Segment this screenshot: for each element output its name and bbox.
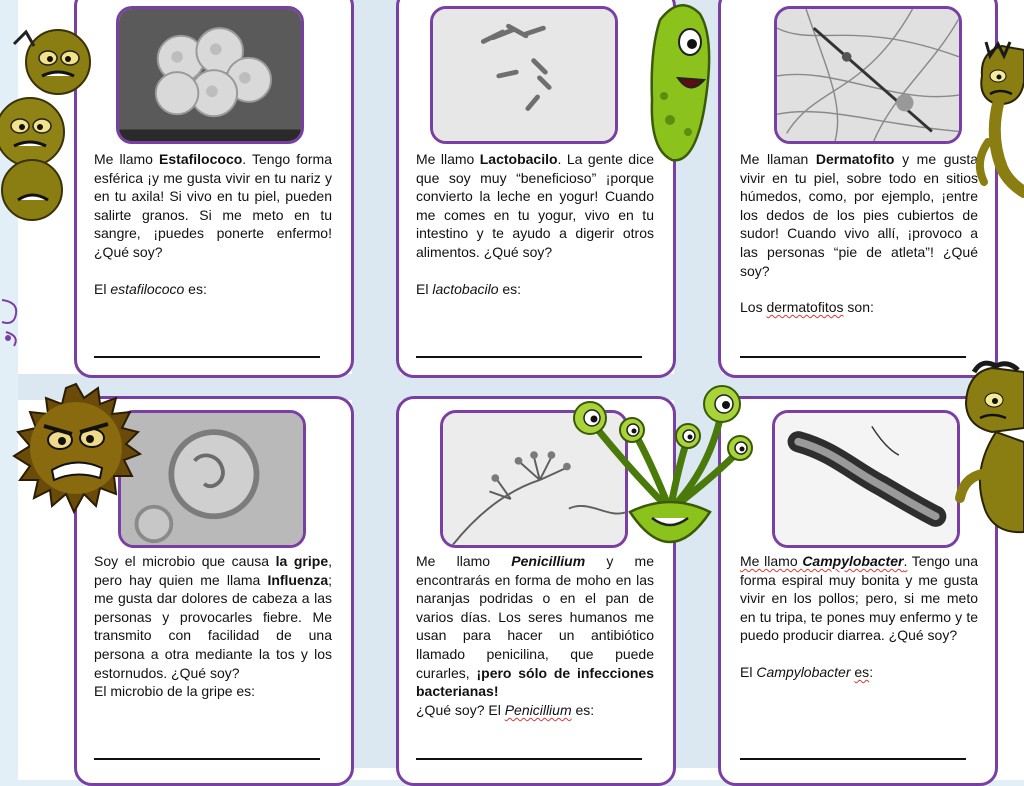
green-multi-eye-fungus-icon <box>570 380 760 550</box>
card-body: Me llaman Dermatofito y me gusta vivir en tu piel, sobre todo en sitios húmedos, como, por ejemplo, ¡entre los dedos de los pies cubiertos de sudor! Cuando vivo allí, ¡provoco a las personas “pie de atleta”! ¿Qué soy? <box>740 151 978 279</box>
card-body: Me llamo Penicillium y me encontrarás en forma de moho en las naranjas podridas o en el pan de varios días. Los seres humanos me usan para hacer un antibiótico llamado penicilina, que puede curarles, ¡pero sólo de infecciones bacterianas! <box>416 553 654 700</box>
answer-line-gripe[interactable] <box>94 758 320 760</box>
card-answer-label: Los dermatofitos son: <box>740 299 874 316</box>
angry-olive-virus-icon <box>0 14 92 224</box>
green-bacillus-mascot-icon <box>642 0 718 170</box>
card-body: Soy el microbio que causa la gripe, pero hay quien me llama Influenza; me gusta dar dolores de cabeza a las personas y provocarles fiebre. Me transmito con facilidad de una persona a otra mediante la tos y los estornudos. ¿Qué soy? <box>94 553 332 681</box>
answer-line-campylobacter[interactable] <box>740 758 966 760</box>
photo-estafilococo <box>116 6 304 144</box>
answer-line-dermatofito[interactable] <box>740 356 966 358</box>
photo-campylobacter <box>772 410 960 548</box>
photo-gripe <box>118 410 306 548</box>
card-text-gripe <box>94 552 332 701</box>
card-text-lactobacilo <box>416 150 654 298</box>
card-answer-label: El microbio de la gripe es: <box>94 683 256 700</box>
card-body: Me llamo Lactobacilo. La gente dice que soy muy “beneficioso” ¡porque convierto la leche en yogur! Cuando me comes en tu yogur, vivo en tu intestino y te ayudo a digerir otros alimentos. ¿Qué soy? <box>416 151 654 260</box>
card-answer-label: El estafilococo es: <box>94 280 207 297</box>
card-text-campylobacter <box>740 552 978 682</box>
card-answer-label: El Campylobacter es: <box>740 663 874 680</box>
olive-monkey-mascot-icon <box>968 42 1024 202</box>
purple-doodle-icon <box>0 292 30 352</box>
olive-lion-mascot-icon <box>952 362 1024 542</box>
card-answer-label: ¿Qué soy? El Penicillium es: <box>416 701 595 718</box>
answer-line-estafilococo[interactable] <box>94 356 320 358</box>
card-text-estafilococo <box>94 150 332 298</box>
spiky-angry-virus-icon <box>8 380 144 520</box>
card-answer-label: El lactobacilo es: <box>416 280 522 297</box>
photo-dermatofito <box>774 6 962 144</box>
card-text-penicillium <box>416 552 654 719</box>
card-text-dermatofito <box>740 150 978 317</box>
answer-line-penicillium[interactable] <box>416 758 642 760</box>
card-body: Me llamo Estafilococo. Tengo forma esférica ¡y me gusta vivir en tu nariz y en tu axila! Si vivo en tu piel, pueden salirte granos. Si me meto en tu sangre, ¡puedes ponerte enfermo! ¿Qué soy? <box>94 151 332 260</box>
photo-lactobacilo <box>430 6 618 144</box>
answer-line-lactobacilo[interactable] <box>416 356 642 358</box>
card-body: Me llamo Campylobacter. Tengo una forma espiral muy bonita y me gusta vivir en los pollos; pero, si me meto en tu tripa, te pones muy enfermo y te puedo producir diarrea. ¿Qué soy? <box>740 553 979 644</box>
